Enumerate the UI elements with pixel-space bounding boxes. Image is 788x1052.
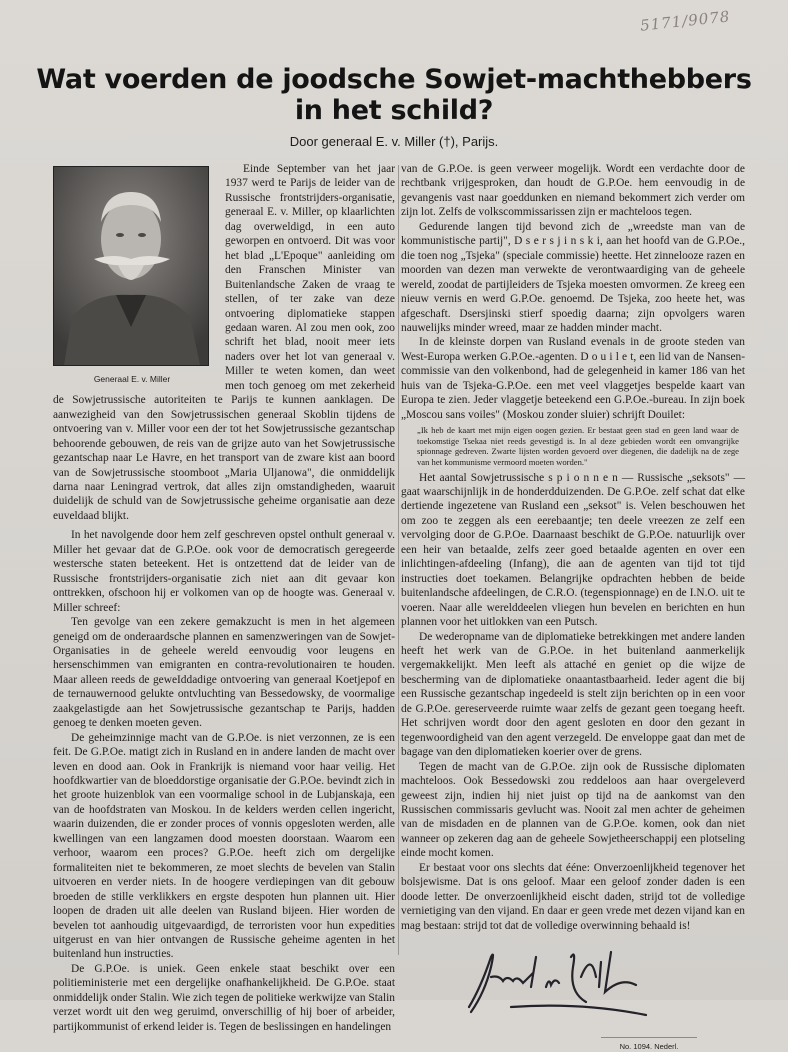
portrait-photo: [53, 166, 209, 366]
body-paragraph: In de kleinste dorpen van Rusland evenals in de groote steden van West-Europa werken G.P.Oe.-agenten. D o u i l e t, een lid van de Nansen-commissie van den volkenbond, had de gelegenheid in kamer 186 van het huis van de Tsjeka-G.P.Oe. een met veel vlaggetjes bespelde kaart van Europa te zien. Jeder vlaggetje beteekend een G.P.Oe.-bureau. In zijn boek „Moscou sans voiles" (Moskou zonder sluier) schrijft Douilet:: [401, 336, 745, 421]
portrait-figure: [53, 166, 211, 386]
intro-paragraph: In het navolgende door hem zelf geschreven opstel onthult generaal v. Miller het gevaar dat de G.P.Oe. ook voor de democratisch geregeerde westersche staten beteekent. Het is ontzettend dat de leider van de Russische frontstrijders-organisatie zich niet aan dit gevaar kon onttrekken, ofschoon hij er volkomen van op de hoogte was. Generaal v. Miller schreef:: [53, 529, 395, 614]
body-paragraph: De G.P.Oe. is uniek. Geen enkele staat beschikt over een politieministerie met een dergelijke onafhankelijkheid. De G.P.Oe. staat onmiddelijk onder Stalin. Wie zich tegen de politieke werkwijze van Stalin verzet wordt uit den weg geruimd, onverschillig of hij boer of arbeider, partijkommunist of erkend leider is. Tegen de beslissingen en handelingen: [53, 962, 395, 1033]
footer-rule: [601, 1037, 697, 1038]
body-paragraph: De wederopname van de diplomatieke betrekkingen met andere landen heeft het werk van de G.P.Oe. in het buitenland aanmerkelijk vergemakkelijkt. Men leeft als attaché en geniet op die wijze de bescherming van de diplomatieke onaantastbaarheid. Ieder agent die bij een Russische gezantschap ingedeeld is stelt zijn berichten op in een voor de G.P.Oe. gereserveerde ruimte waar zelfs de gezant geen toegang heeft. Het schrijven wordt door den agent gesloten en door den gezant in tegenwoordigheid van den agent verzegeld. De enveloppe gaat dan met de bagage van den diplomatieken koerier over de grens.: [401, 630, 745, 759]
intro-paragraph: Einde September van het jaar 1937 werd te Parijs de leider van de Russische frontstrijders-organisatie, generaal E. v. Miller, op klaarlichten dag overweldigd, in een auto geworpen en ontvoerd. Dit was voor het blad „L'Epoque" aanleiding om den Franschen Minister van Buitenlandsche Zaken de vraag te stellen, of ter zake van deze ontvoering diplomatieke stappen gedaan waren. Al zou men ook, zoo schrift het blad, nooit meer iets naders over het lot van generaal v. Miller te weten komen, dan weet men toch genoeg om met zekerheid de Sowjetrussische autoriteiten te Parijs te kunnen aanklagen. De aanwezigheid van den Sowjetrussischen generaal Skoblin tijdens de ontvoering van v. Miller voor een der tot het Sowjetrussische gezantschap behoorende gebouwen, de reis van de grijze auto van het Sowjetrussische gezantschap naar Le Havre, en het transport van de zware kist aan boord van de Sowjetrussische stoomboot „Maria Uljanowa", die onmiddelijk darna naar Leningrad vertrok, dat alles zijn omstandigheden, waaruit duidelijk de schuld van de Sowjetrussische geheime organisatie aan deze euveldaad blijkt.: [53, 163, 395, 522]
left-column: [53, 162, 395, 1034]
body-paragraph: Gedurende langen tijd bevond zich de „wreedste man van de kommunistische partij", D s e r s j i n s k i, aan het hoofd van de G.P.Oe., die toen nog „Tsjeka" (speciale commissie) heette. Het zinnelooze razen en moorden van dezen man verwekte de verontwaardiging van de geheele wereld, zoodat de partijleiders de Tsjeka moesten omvormen. Ze kreeg een nieuw vernis en werd G.P.Oe. genoemd. De Tsjeka, zoo heete het, was afgeschaft. Dsersjinski stierf spoedig daarna; zijn opvolgers waren nauwelijks minder wreed, maar ze hadden minder macht.: [401, 220, 745, 334]
page-title: Wat voerden de joodsche Sowjet-machthebbers in het schild?: [36, 64, 752, 126]
byline: Door generaal E. v. Miller (†), Parijs.: [289, 134, 499, 149]
signature: [461, 947, 671, 1027]
body-paragraph: Er bestaat voor ons slechts dat ééne: Onverzoenlijkheid tegenover het bolsjewisme. Dat is ons geloof. Maar een geloof zonder daden is een doode letter. De onverzoenlijkheid eischt daden, strijd tot de volledige vernietiging van den vijand. En daar er geen vrede met dezen vijand kan en mag bestaan: strijd tot dat de volledige overwinning behaald is!: [401, 861, 745, 932]
photo-caption: Generaal E. v. Miller: [93, 374, 171, 384]
column-divider: [398, 165, 399, 955]
footer-number: No. 1094. Nederl.: [619, 1042, 679, 1052]
body-paragraph: Ten gevolge van een zekere gemakzucht is men in het algemeen geneigd om de onderaardsche plannen en samenzweringen van de Sowjet-Organisaties in de geheele wereld eenvoudig voor leugens en hersenschimmen van emigranten en contra-revolutionairen te houden. Maar alleen reeds de geweIddadige ontvoering van generaal Koetjepof en de ternauwernood gelukte ontvluchting van Bessedowsky, de voormalige zaakgelastigde aan het Sowjetrussische gezantschap te Parijs, hadden genoeg te denken moeten geven.: [53, 616, 395, 730]
body-paragraph: van de G.P.Oe. is geen verweer mogelijk. Wordt een verdachte door de rechtbank vrijgesproken, dan houdt de G.P.Oe. hem eenvoudig in de gevangenis vast naar goeddunken en niemand bekommert zich verder om zijn lot. Zelfs de volkscommissarissen zijn er machteloos tegen.: [401, 163, 745, 219]
body-paragraph: Het aantal Sowjetrussische s p i o n n e n — Russische „seksots" — gaat waarschijnlijk in de honderdduizenden. De G.P.Oe. zelf schat dat elke dertiende ingezetene van Rusland een „seksot" is. Velen beschouwen het om zoo te zeggen als een eerebaantje; ten deele vreezen ze zelf een vervolging door de G.P.Oe. Daarnaast beschikt de G.P.Oe. natuurlijk over een heir van betaalde, zelfs zeer goed betaalde agenten en over een inlichtingen-afdeeling (Infang), die aan de agenten van tijd tot tijd instructies doet toekamen. Belangrijke opdrachten hebben de beide buitenlandsche afdeelingen, de C.R.O. (tegenspionnage) en de I.N.O. uit te voeren. Naar alle werelddeelen vliegen hun bevelen en berichten en hun plannen voor het uitlokken van een Putsch.: [401, 471, 745, 629]
body-paragraph: Tegen de macht van de G.P.Oe. zijn ook de Russische diplomaten machteloos. Ook Bessedowski zou reddeloos aan haar overgeleverd geweest zijn, indien hij niet juist op tijd na de aankomst van den Russischen commissaris gevlucht was. Nooit zal men achter de geheimen van de misdaden en de plannen van de G.P.Oe. komen, ook dan niet wanneer op zekeren dag aan de geheele Sowjetheerschappij een plotseling einde mocht komen.: [401, 760, 745, 860]
footer: [601, 1037, 697, 1052]
block-quote: „Ik heb de kaart met mijn eigen oogen gezien. Er bestaat geen stad en geen land waar de toekomstige Tsekaa niet reeds gevestigd is. In al deze gebieden wordt een omvangrijke spionnage gedreven. Zwarte lijsten worden gevoerd over diegenen, die dadelijk na de zege van het kommunisme vermoord moeten worden.": [417, 425, 739, 467]
right-column: [401, 162, 745, 1052]
body-paragraph: De geheimzinnige macht van de G.P.Oe. is niet verzonnen, ze is een feit. De G.P.Oe. matigt zich in Rusland en in andere landen de macht over leven en dood aan. Ook in Frankrijk is niemand voor haar veilig. Het hoofdkwartier van de bloeddorstige organisatie der G.P.Oe. bevindt zich in het groote huizenblok van een voormalige school in de Lubjanskaja, een van de hoofdstraten van Moskou. In de kelders werden cellen ingericht, waarin duizenden, die er zonder proces of vonnis opgesloten werden, alle kwellingen van een langzamen dood moesten doorstaan. Waarom een verhoor, waarom een proces? G.P.Oe. heeft zich om dergelijke formaliteiten niet te bekommeren, ze moet slechts de bevelen van Stalin uitvoeren en verder niets. In de hoogere verdiepingen van dit gebouw broeden de stille verklikkers en ergste despoten hun plannen uit. Hier loopen de draden uit alle deelen van Rusland bijeen. Hier worden de bevelen tot aanhoudig uitgevaardigd, de terroristen voor hun expedities uitgerust en van hier ontvangen de Russische geheime agenten in het buitenland hun instructies.: [53, 731, 395, 961]
handwritten-annotation: 5171/9078: [639, 7, 732, 35]
